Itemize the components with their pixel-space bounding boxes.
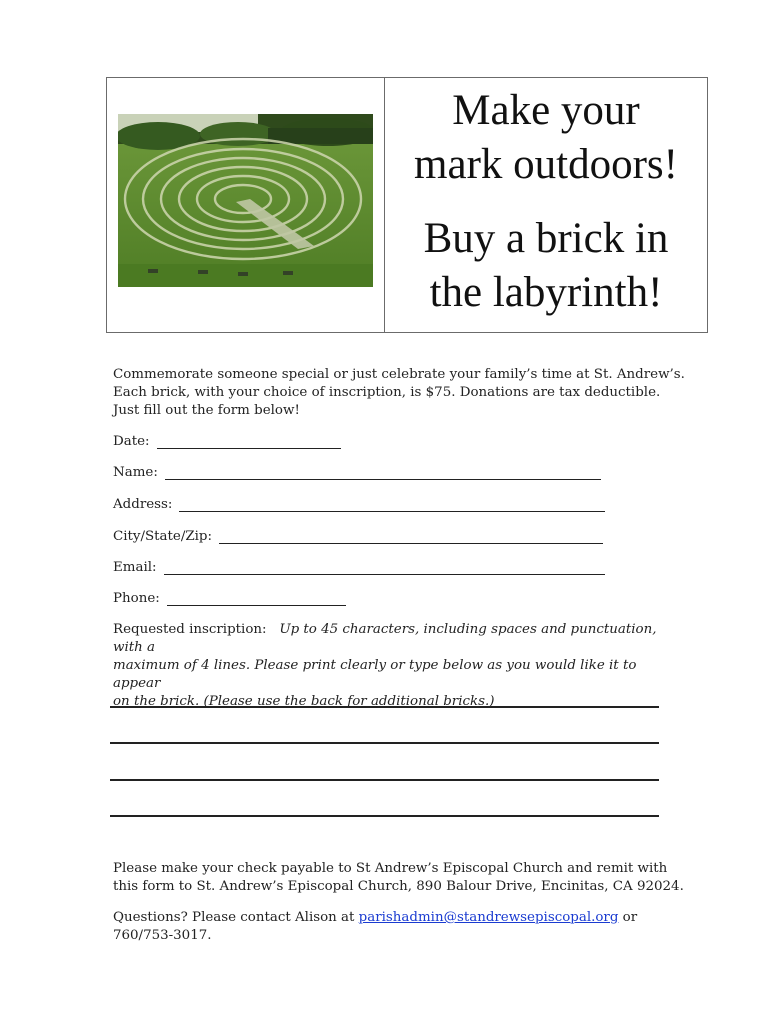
inscription-line-1[interactable] [110, 706, 659, 708]
inscription-instruction-line: on the brick. (Please use the back for additional bricks.) [113, 694, 495, 709]
intro-line: Each brick, with your choice of inscription, is $75. Donations are tax deductible. [113, 385, 661, 400]
intro-paragraph [113, 366, 685, 420]
email-input-line[interactable] [164, 560, 605, 575]
inscription-line-3[interactable] [110, 779, 659, 781]
payment-line: Please make your check payable to St Andrew’s Episcopal Church and remit with [113, 861, 668, 876]
photo-cell [107, 78, 385, 332]
name-input-line[interactable] [165, 465, 601, 480]
labyrinth-photo [118, 114, 373, 287]
name-field [113, 465, 601, 480]
questions-suffix: or [618, 910, 638, 925]
name-label: Name: [113, 465, 158, 480]
inscription-instruction-line: maximum of 4 lines. Please print clearly or type below as you would like it to appear [113, 658, 637, 691]
contact-phone: 760/753-3017. [113, 928, 212, 943]
date-input-line[interactable] [157, 434, 341, 449]
intro-line: Just fill out the form below! [113, 403, 300, 418]
phone-input-line[interactable] [167, 591, 346, 606]
email-field [113, 560, 605, 575]
address-input-line[interactable] [179, 497, 605, 512]
inscription-line-4[interactable] [110, 815, 659, 817]
header-table [106, 77, 708, 333]
phone-field [113, 591, 346, 606]
headline-labyrinth: the labyrinth! [429, 269, 663, 316]
email-label: Email: [113, 560, 157, 575]
headline-mark-outdoors: mark outdoors! [414, 141, 678, 188]
city-state-zip-label: City/State/Zip: [113, 529, 213, 544]
headline-buy-a-brick: Buy a brick in [423, 215, 669, 262]
city-state-zip-field [113, 529, 603, 544]
inscription-instruction-line: Up to 45 characters, including spaces and punctuation, with a [113, 622, 657, 655]
date-label: Date: [113, 434, 150, 449]
inscription-line-2[interactable] [110, 742, 659, 744]
title-cell [385, 78, 707, 332]
intro-line: Commemorate someone special or just celebrate your family’s time at St. Andrew’s. [113, 367, 685, 382]
questions-prefix: Questions? Please contact Alison at [113, 910, 359, 925]
contact-email-link[interactable]: parishadmin@standrewsepiscopal.org [358, 910, 619, 925]
payment-instructions [113, 860, 684, 896]
address-field [113, 497, 605, 512]
city-state-zip-input-line[interactable] [219, 529, 603, 544]
address-label: Address: [113, 497, 173, 512]
inscription-label: Requested inscription: [113, 622, 267, 637]
date-field [113, 434, 341, 449]
questions-paragraph [113, 909, 637, 945]
phone-label: Phone: [113, 591, 160, 606]
payment-line: this form to St. Andrew’s Episcopal Church, 890 Balour Drive, Encinitas, CA 92024. [113, 879, 684, 894]
inscription-instructions [113, 621, 673, 711]
headline-make-your: Make your [452, 87, 640, 134]
